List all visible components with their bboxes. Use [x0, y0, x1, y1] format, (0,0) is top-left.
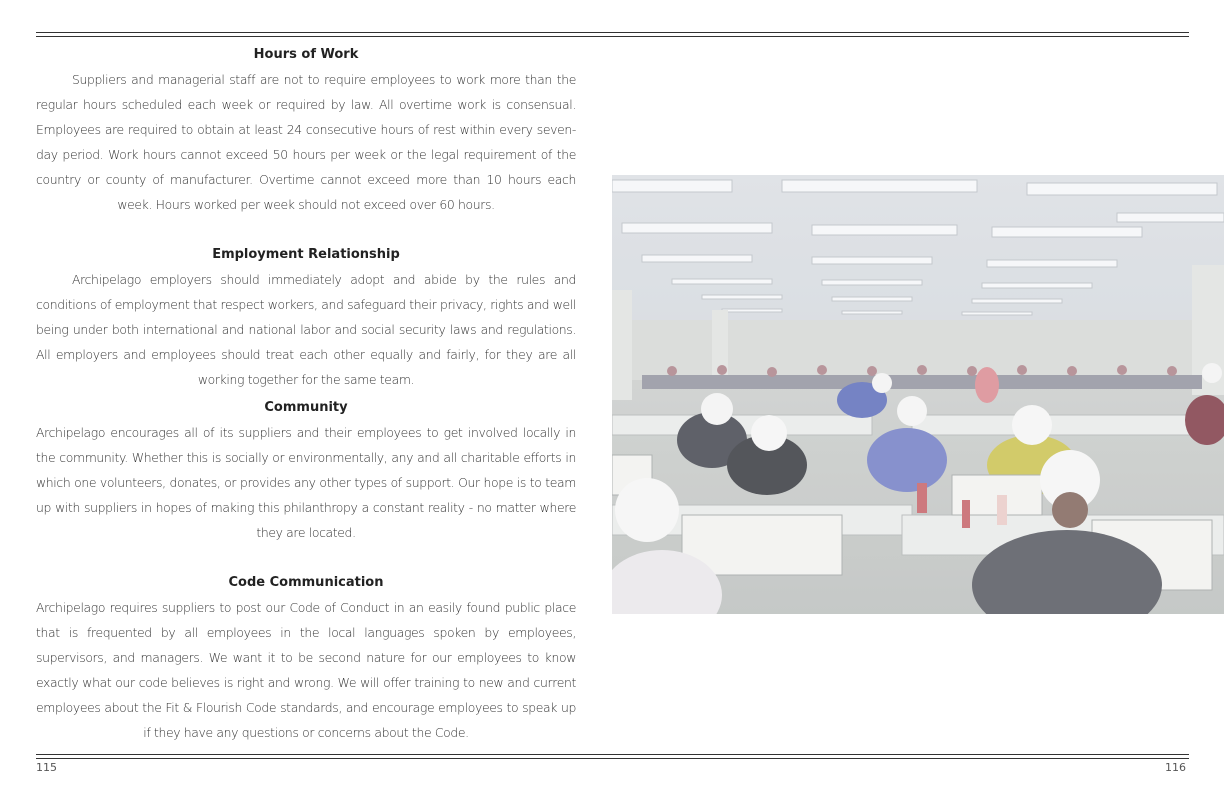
section-body: Archipelago requires suppliers to post our Code of Conduct in an easily found public place that is frequented by all employees in the local languages spoken by employees, supervisors, and managers. We want it to be second nature for our employees to know exactly what our code believes is right and wrong. We will offer training to new and current employees about the Fit & Flourish Code standards, and encourage employees to speak up if they have any questions or concerns about the Code. — [36, 600, 576, 740]
section-title: Code Communication — [228, 575, 384, 590]
section-community — [36, 395, 576, 545]
text-column — [36, 42, 576, 745]
bottom-rule — [36, 754, 1189, 759]
page-number-right: 116 — [1165, 761, 1186, 774]
section-title: Hours of Work — [253, 47, 359, 62]
section-body: Archipelago encourages all of its suppliers and their employees to get involved locally in the community. Whether this is socially or environmentally, any and all charitable efforts in which one volunteers, donates, or provides any other types of support. Our hope is to team up with suppliers in hopes of making this philanthropy a constant reality - no matter where they are located. — [36, 425, 576, 540]
section-title: Employment Relationship — [212, 247, 400, 262]
page-number-left: 115 — [36, 761, 57, 774]
section-body: Archipelago employers should immediately adopt and abide by the rules and conditions of employment that respect workers, and safeguard their privacy, rights and well being under both international and national labor and social security laws and regulations. All employers and employees should treat each other equally and fairly, for they are all working together for the same team. — [36, 272, 576, 387]
section-code-communication — [36, 570, 576, 745]
section-employment-relationship — [36, 242, 576, 392]
section-title: Community — [264, 400, 348, 415]
factory-photo — [612, 175, 1224, 614]
section-hours-of-work — [36, 42, 576, 217]
section-body: Suppliers and managerial staff are not to require employees to work more than the regular hours scheduled each week or required by law. All overtime work is consensual. Employees are required to obtain at least 24 consecutive hours of rest within every seven-day period. Work hours cannot exceed 50 hours per week or the legal requirement of the country or county of manufacturer. Overtime cannot exceed more than 10 hours each week. Hours worked per week should not exceed over 60 hours. — [36, 72, 576, 212]
top-rule — [36, 32, 1189, 37]
